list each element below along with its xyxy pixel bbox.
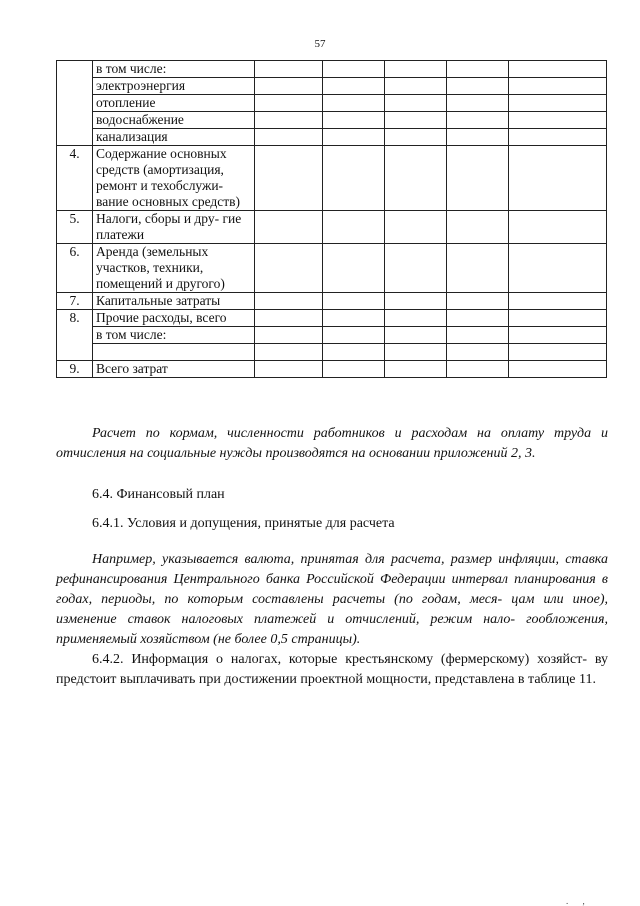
row-number-cell: 5.: [57, 211, 93, 244]
taxes-paragraph: 6.4.2. Информация о налогах, которые крестьянскому (фермерскому) хозяйст- ву предстоит выплачивать при достижении проектной мощности, представлена в таблице 11.: [56, 652, 608, 687]
expenses-table: [56, 60, 607, 378]
page-number: 57: [314, 38, 326, 50]
table-row: [57, 95, 607, 112]
table-row: [57, 78, 607, 95]
row-number-cell: 4.: [57, 146, 93, 211]
row-label-cell: Аренда (земельных участков, техники, помещений и другого): [93, 244, 255, 293]
scan-mark: . ,: [566, 896, 591, 906]
table-row: [57, 293, 607, 310]
row-label-cell: Налоги, сборы и дру- гие платежи: [93, 211, 255, 244]
row-number-cell: 9.: [57, 361, 93, 378]
table-row: [57, 344, 607, 361]
table-row: [57, 361, 607, 378]
table-row: [57, 244, 607, 293]
table-row: [57, 310, 607, 327]
table-row: [57, 146, 607, 211]
row-number-cell: 7.: [57, 293, 93, 310]
calculation-note: Расчет по кормам, численности работников и расходам на оплату труда и отчисления на социальные нужды производятся на основании приложений 2, 3.: [56, 426, 608, 461]
table-row: [57, 327, 607, 344]
section-heading: 6.4. Финансовый план: [92, 487, 225, 502]
table-row: [57, 61, 607, 78]
subsection-heading: 6.4.1. Условия и допущения, принятые для расчета: [92, 516, 395, 531]
row-label-cell: отопление: [93, 95, 255, 112]
row-label-cell: Капитальные затраты: [93, 293, 255, 310]
table-row: [57, 129, 607, 146]
row-number-cell: 8.: [57, 310, 93, 361]
table-row: [57, 211, 607, 244]
row-label-cell: Прочие расходы, всего: [93, 310, 255, 327]
row-number-cell: 6.: [57, 244, 93, 293]
row-label-cell: Всего затрат: [93, 361, 255, 378]
example-paragraph: Например, указывается валюта, принятая для расчета, размер инфляции, ставка рефинансирования Центрального банка Российской Федерации интервал планирования в годах, периоды, по которым составлены расчеты (по годам, меся- цам или иное), изменение ставок налоговых платежей и отчислений, режим нало- гообложения, применяемый хозяйством (не более 0,5 страницы).: [56, 552, 608, 647]
row-label-cell: [93, 344, 255, 361]
table-row: [57, 112, 607, 129]
row-label-cell: в том числе:: [93, 327, 255, 344]
row-label-cell: в том числе:: [93, 61, 255, 78]
row-label-cell: Содержание основных средств (амортизация, ремонт и техобслужи- вание основных средств): [93, 146, 255, 211]
row-label-cell: электроэнергия: [93, 78, 255, 95]
row-number-cell: [57, 61, 93, 146]
row-label-cell: водоснабжение: [93, 112, 255, 129]
row-label-cell: канализация: [93, 129, 255, 146]
